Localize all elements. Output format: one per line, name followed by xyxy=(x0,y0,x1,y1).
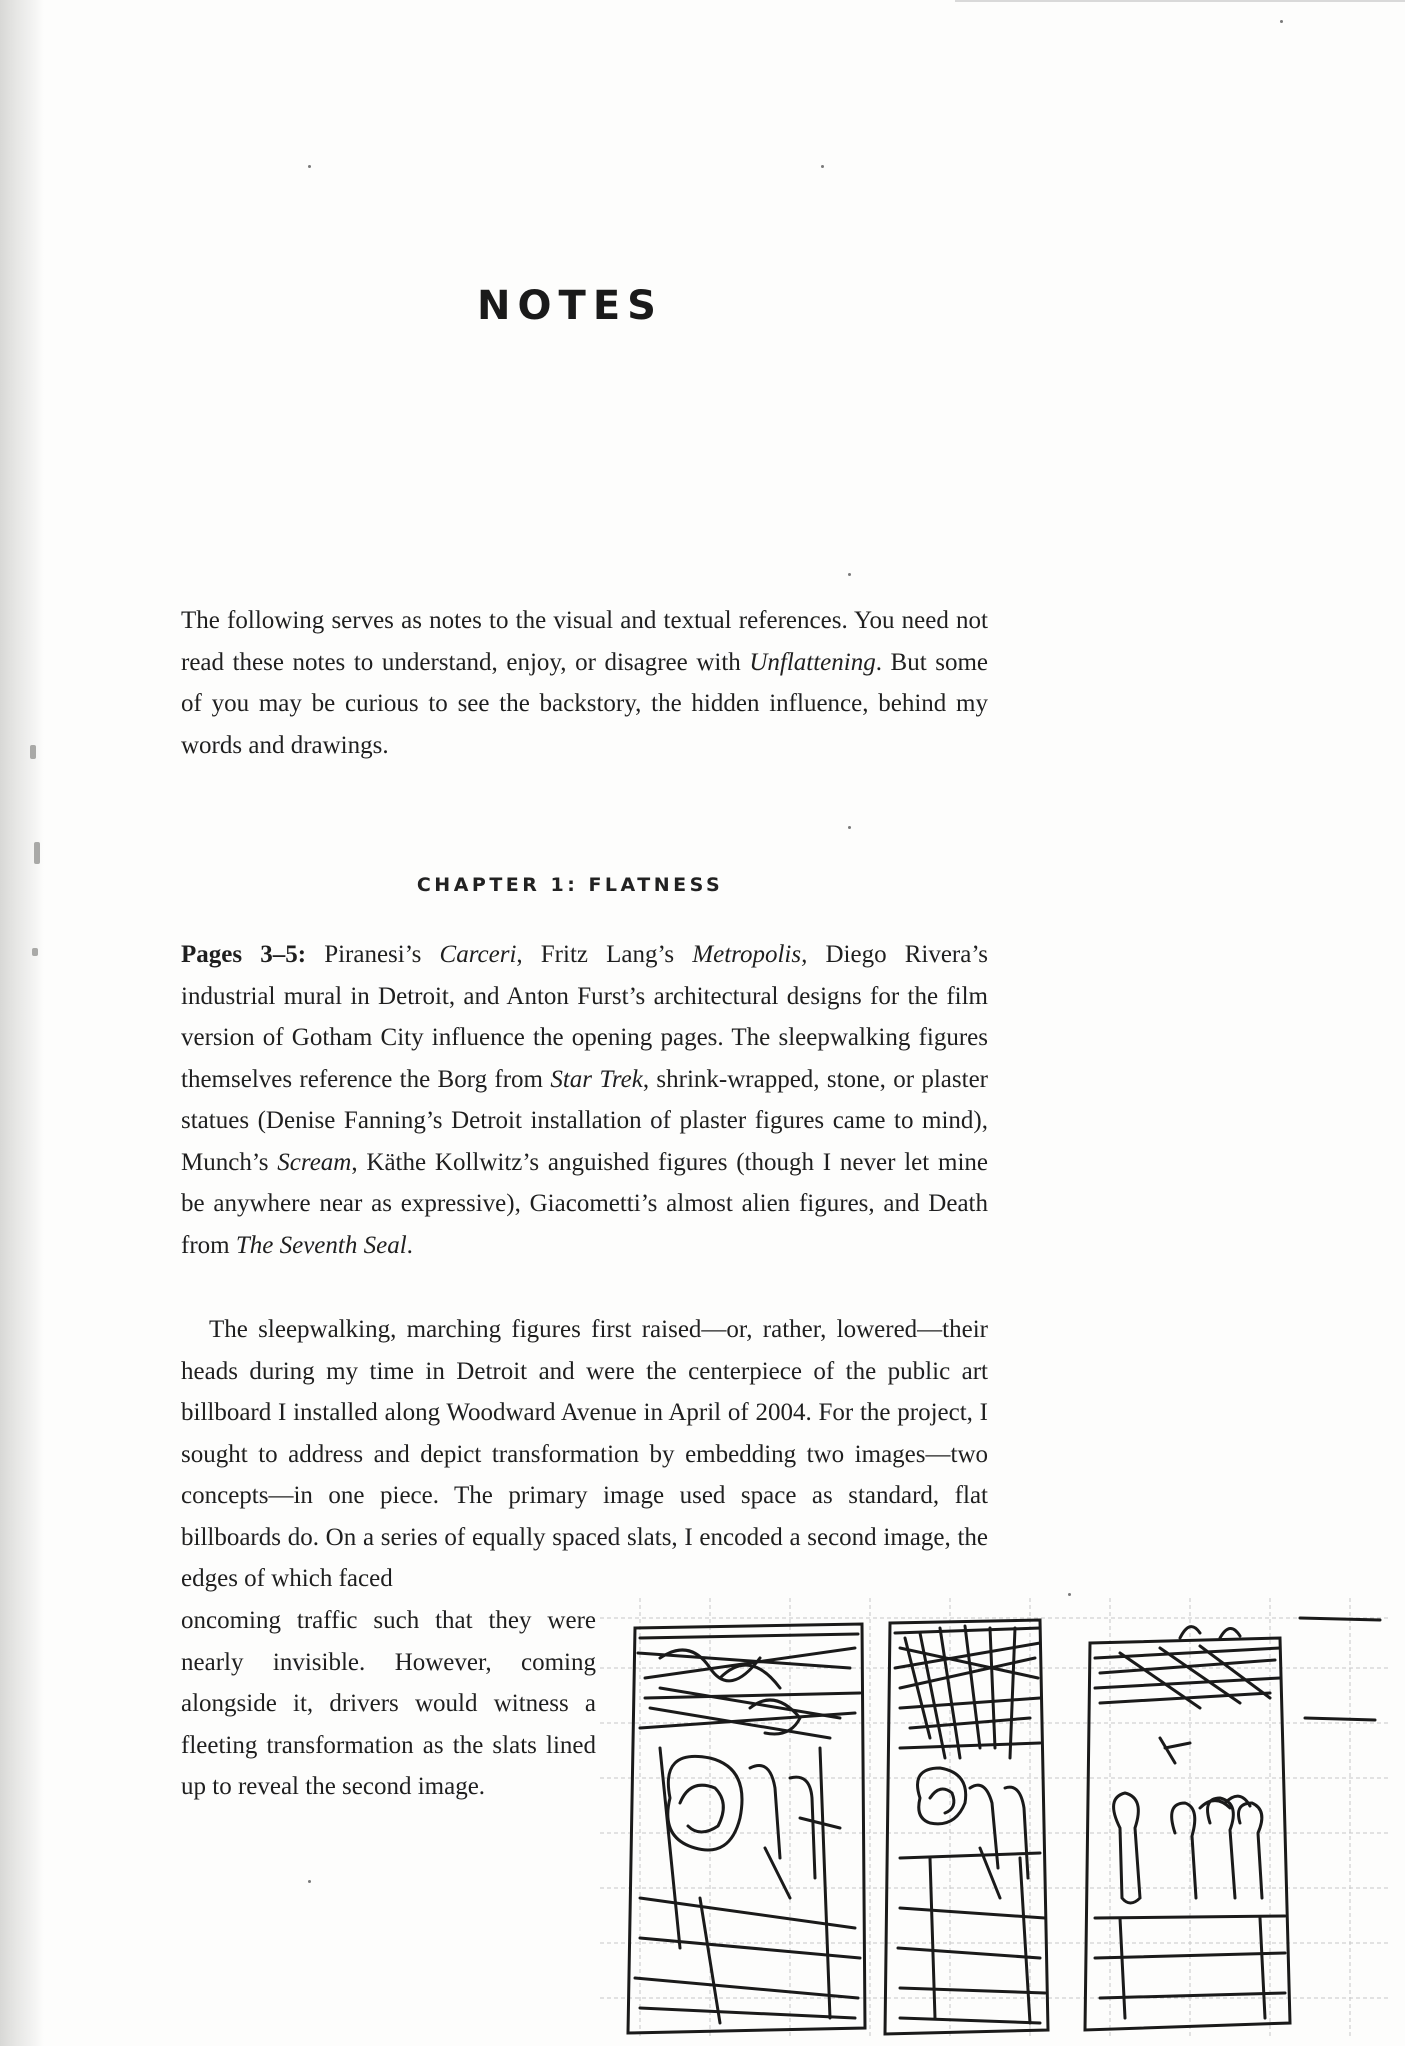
gutter-mark xyxy=(34,842,40,864)
scan-speck xyxy=(848,573,851,576)
chapter-heading: CHAPTER 1: FLATNESS xyxy=(416,873,724,896)
note-work-title: Star Trek xyxy=(550,1065,643,1093)
note-text: , Käthe Kollwitz’s anguished figures (though I never let mine be anywhere near as expressive), Giacometti’s almost alien figures, and Death from xyxy=(181,1148,989,1259)
gutter-mark xyxy=(32,948,38,956)
note-pages-3-5 xyxy=(181,934,988,1266)
sketch-grid xyxy=(600,1598,1390,2038)
note-text: , Fritz Lang’s xyxy=(516,941,693,968)
scan-speck xyxy=(308,165,311,168)
scan-speck xyxy=(1280,20,1283,23)
note-text: . xyxy=(406,1231,413,1259)
page-title: NOTES xyxy=(477,282,663,329)
scan-edge-line xyxy=(955,0,1405,2)
note-work-title: The Seventh Seal xyxy=(235,1231,407,1259)
gutter-mark xyxy=(30,745,36,759)
intro-book-title: Unflattening xyxy=(749,648,876,676)
scan-speck xyxy=(308,1880,311,1883)
note-text: , shrink-wrapped, stone, or plaster statues (Denise Fanning’s Detroit installation of plaster figures came to mind), Munch’s xyxy=(181,1065,988,1176)
note-page-reference: Pages 3–5: xyxy=(181,941,307,968)
note-text: Piranesi’s xyxy=(306,941,440,968)
sketch-panel-left xyxy=(628,1624,865,2033)
note-work-title: Metropolis, xyxy=(692,941,808,968)
sketch-panel-middle xyxy=(885,1620,1048,2034)
note-work-title: Scream xyxy=(277,1148,352,1176)
scan-speck xyxy=(821,165,824,168)
note-work-title: Carceri xyxy=(439,941,517,968)
intro-paragraph xyxy=(181,600,988,766)
sketch-panel-right xyxy=(1085,1618,1380,2030)
billboard-paragraph: The sleepwalking, marching figures first raised—or, rather, lowered—their heads during my time in Detroit and were the centerpiece of the public art billboard I installed along Woodward Avenue in April of 2004. For the project, I sought to address and depict transformation by embedding two images—two concepts—in one piece. The primary image used space as standard, flat billboards do. On a series of equally spaced slats, I encoded a second image, the edges of which faced xyxy=(181,1316,988,1592)
note-text: Diego Rivera’s industrial mural in Detroit, and Anton Furst’s architectural designs for the film version of Gotham City influence the opening pages. The sleepwalking figures themselves reference the Borg from xyxy=(181,941,989,1093)
intro-text: The following serves as notes to the visual and textual references. You need not read these notes to understand, enjoy, or disagree with xyxy=(181,607,988,676)
scan-speck xyxy=(1068,1593,1071,1596)
intro-text: . But some of you may be curious to see the backstory, the hidden influence, behind my words and drawings. xyxy=(181,648,988,759)
scan-speck xyxy=(848,826,851,829)
billboard-sketch-illustration xyxy=(600,1598,1390,2038)
billboard-paragraph-continued: oncoming traffic such that they were nearly invisible. However, coming alongside it, drivers would witness a fleeting transformation as the slats lined up to reveal the second image. xyxy=(181,1607,596,1800)
